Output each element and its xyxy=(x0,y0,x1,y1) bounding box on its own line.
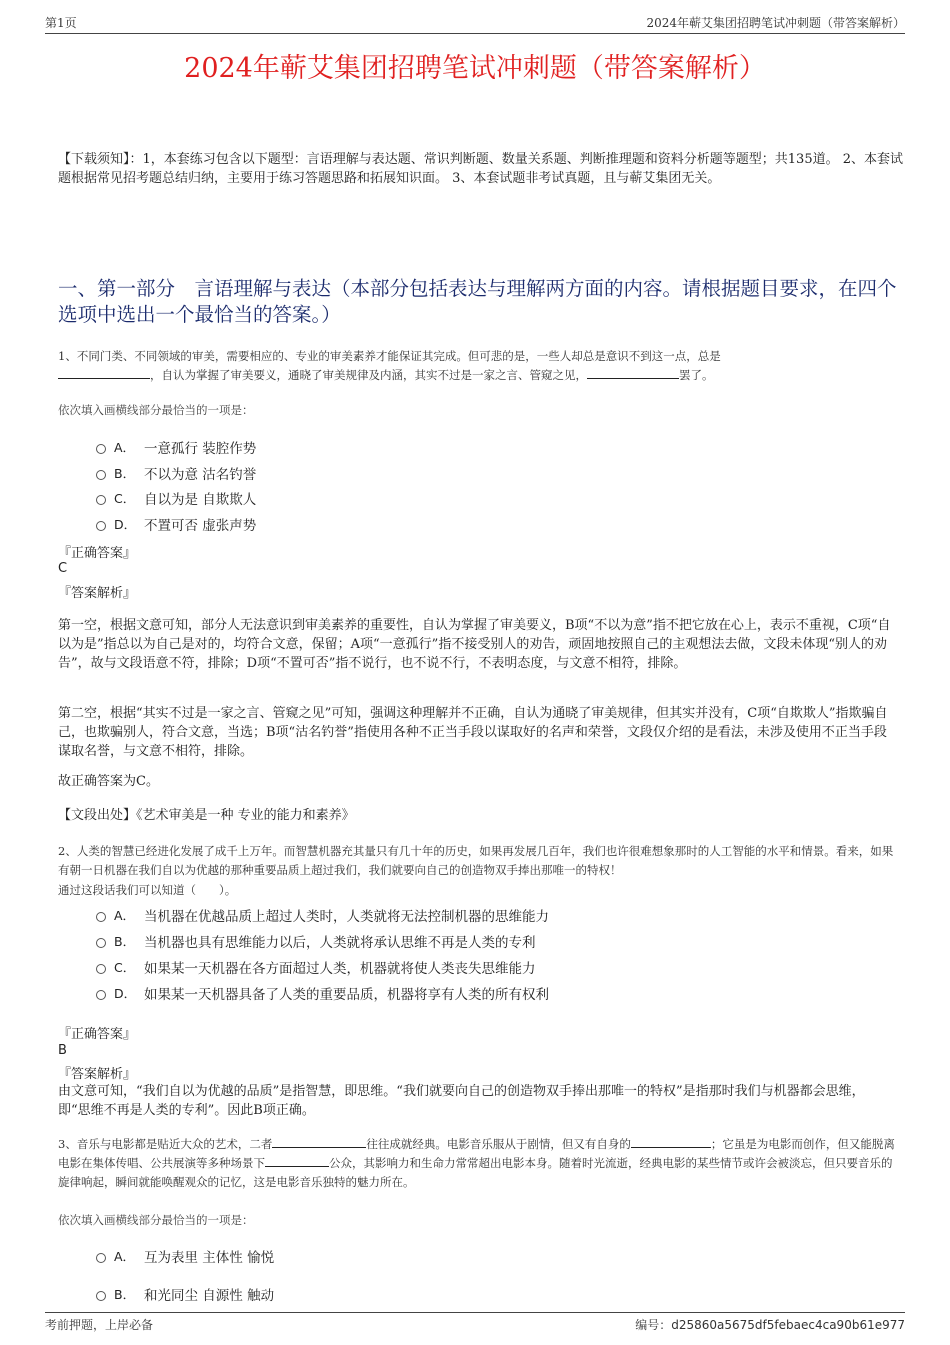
q1-analysis-paragraph-1: 第一空，根据文意可知，部分人无法意识到审美素养的重要性，自认为掌握了审美要义，B项“不以为意”指不把它放在心上，表示不重视，C项“自以为是”指总以为自己是对的，均符合文意，保留；A项“一意孤行”指不接受别人的劝告，顽固地按照自己的主观想法去做，文段未体现“别人的劝告”，故与文段语意不符，排除；D项“不置可否”指不说行，也不说不行，不表明态度，与文意不相符，排除。 xyxy=(58,618,891,671)
q3-blank-1 xyxy=(272,1135,366,1148)
q1-prompt: 依次填入画横线部分最恰当的一项是： xyxy=(58,403,254,417)
q1-correct-label: 『正确答案』 xyxy=(58,546,137,561)
radio-icon[interactable] xyxy=(96,964,106,974)
q1-option-b[interactable] xyxy=(96,463,256,483)
q3-prompt: 依次填入画横线部分最恰当的一项是： xyxy=(58,1213,254,1227)
option-text: 不置可否 虚张声势 xyxy=(144,518,257,534)
page-title: 2024年蕲艾集团招聘笔试冲刺题（带答案解析） xyxy=(184,53,766,84)
q2-option-b[interactable] xyxy=(96,931,536,951)
footer-code xyxy=(635,1316,905,1333)
option-letter: C． xyxy=(114,960,136,975)
q3-option-a[interactable] xyxy=(96,1246,274,1266)
q2-analysis: 由文意可知，“我们自以为优越的品质”是指智慧，即思维。“我们就要向自己的创造物双手捧出那唯一的特权”是指那时我们与机器都会思维，即“思维不再是人类的专利”。因此B项正确。 xyxy=(58,1084,865,1118)
option-text: 当机器也具有思维能力以后，人类就将承认思维不再是人类的专利 xyxy=(144,935,536,951)
q2-option-c[interactable] xyxy=(96,957,536,977)
q2-option-a[interactable] xyxy=(96,905,549,925)
header-doc-title: 2024年蕲艾集团招聘笔试冲刺题（带答案解析） xyxy=(646,16,905,30)
radio-icon[interactable] xyxy=(96,495,106,505)
q1-analysis-paragraph-2: 第二空，根据“其实不过是一家之言、管窥之见”可知，强调这种理解并不正确，自认为通晓了审美规律，但其实并没有，C项“自欺欺人”指欺骗自己，也欺骗别人，符合文意，当选；B项“沽名钓誉”指使用各种不正当手段以谋取好的名声和荣誉，文段仅介绍的是看法，未涉及使用不正当手段谋取名誉，与文意不相符，排除。 xyxy=(58,706,888,759)
q3-blank-3 xyxy=(265,1154,329,1167)
q3-text-part-b: 往往成就经典。电影音乐服从于剧情，但又有自身的 xyxy=(366,1137,631,1151)
q1-analysis-label: 『答案解析』 xyxy=(58,586,137,601)
radio-icon[interactable] xyxy=(96,938,106,948)
question-3-text xyxy=(58,1135,898,1192)
header-divider xyxy=(45,33,905,34)
q3-text-part-c: ；它虽是为电影而创作，但又能脱离电影在集体传唱、公共展演等多种场景下 xyxy=(58,1137,895,1170)
footer-code-value: d25860a5675df5febaec4ca90b61e977 xyxy=(671,1318,905,1332)
option-text: 一意孤行 装腔作势 xyxy=(144,441,257,457)
q3-text-part-a: 3、音乐与电影都是贴近大众的艺术，二者 xyxy=(58,1137,273,1151)
radio-icon[interactable] xyxy=(96,444,106,454)
footer-divider xyxy=(45,1312,905,1313)
q1-source: 【文段出处】《艺术审美是一种 专业的能力和素养》 xyxy=(58,808,355,823)
q2-prompt: 通过这段话我们可以知道（ ）。 xyxy=(58,883,237,897)
q1-text-part-c: 罢了。 xyxy=(679,368,714,382)
radio-icon[interactable] xyxy=(96,912,106,922)
q1-option-a[interactable] xyxy=(96,437,256,457)
option-letter: D． xyxy=(114,986,137,1001)
radio-icon[interactable] xyxy=(96,990,106,1000)
option-text: 如果某一天机器在各方面超过人类，机器就将使人类丧失思维能力 xyxy=(144,961,536,977)
option-text: 和光同尘 自源性 触动 xyxy=(144,1288,275,1304)
q3-blank-2 xyxy=(631,1135,711,1148)
q1-blank-2 xyxy=(587,366,679,379)
q1-analysis-conclusion: 故正确答案为C。 xyxy=(58,774,159,789)
q2-option-d[interactable] xyxy=(96,983,549,1003)
option-letter: B． xyxy=(114,934,136,949)
option-letter: B． xyxy=(114,1287,136,1302)
option-letter: C． xyxy=(114,491,136,506)
q3-option-b[interactable] xyxy=(96,1284,274,1304)
option-text: 当机器在优越品质上超过人类时，人类就将无法控制机器的思维能力 xyxy=(144,909,549,925)
q2-answer: B xyxy=(58,1043,67,1058)
q1-option-d[interactable] xyxy=(96,514,256,534)
radio-icon[interactable] xyxy=(96,521,106,531)
option-letter: A． xyxy=(114,908,136,923)
option-letter: D． xyxy=(114,517,137,532)
footer-code-label: 编号： xyxy=(635,1318,672,1332)
download-notice: 【下载须知】：1，本套练习包含以下题型：言语理解与表达题、常识判断题、数量关系题、判断推理题和资料分析题等题型；共135道。 2、本套试题根据常见招考题总结归纳，主要用于练习答题思路和拓展知识面。 3、本套试题非考试真题，且与蕲艾集团无关。 xyxy=(58,152,903,186)
q2-analysis-label: 『答案解析』 xyxy=(58,1067,137,1082)
q1-text-part-a: 1、不同门类、不同领域的审美，需要相应的、专业的审美素养才能保证其完成。但可悲的是，一些人却总是意识不到这一点，总是 xyxy=(58,349,721,363)
question-1-text xyxy=(58,347,898,385)
option-text: 如果某一天机器具备了人类的重要品质，机器将享有人类的所有权利 xyxy=(144,987,549,1003)
option-text: 自以为是 自欺欺人 xyxy=(144,492,257,508)
q1-text-part-b: ，自认为掌握了审美要义，通晓了审美规律及内涵，其实不过是一家之言、管窥之见， xyxy=(150,368,587,382)
option-letter: A． xyxy=(114,1249,136,1264)
q1-blank-1 xyxy=(58,366,150,379)
footer-slogan: 考前押题，上岸必备 xyxy=(45,1318,154,1332)
radio-icon[interactable] xyxy=(96,1291,106,1301)
q2-correct-label: 『正确答案』 xyxy=(58,1027,137,1042)
radio-icon[interactable] xyxy=(96,470,106,480)
page-number: 第1页 xyxy=(45,16,77,30)
option-letter: A． xyxy=(114,440,136,455)
option-letter: B． xyxy=(114,466,136,481)
q1-option-c[interactable] xyxy=(96,488,256,508)
radio-icon[interactable] xyxy=(96,1253,106,1263)
question-2-text: 2、人类的智慧已经进化发展了成千上万年。而智慧机器充其量只有几十年的历史，如果再发展几百年，我们也许很难想象那时的人工智能的水平和情景。看来，如果有朝一日机器在我们自以为优越的那种重要品质上超过我们，我们就要向自己的创造物双手捧出那唯一的特权！ xyxy=(58,844,894,877)
q1-answer: C xyxy=(58,561,68,576)
option-text: 不以为意 沽名钓誉 xyxy=(144,467,257,483)
option-text: 互为表里 主体性 愉悦 xyxy=(144,1250,275,1266)
section-heading: 一、第一部分 言语理解与表达（本部分包括表达与理解两方面的内容。请根据题目要求，在四个选项中选出一个最恰当的答案。） xyxy=(58,277,897,326)
q3-text-part-d: 公众，其影响力和生命力常常超出电影本身。随着时光流逝，经典电影的某些情节或许会被淡忘，但只要音乐的旋律响起，瞬间就能唤醒观众的记忆，这是电影音乐独特的魅力所在。 xyxy=(58,1156,893,1189)
